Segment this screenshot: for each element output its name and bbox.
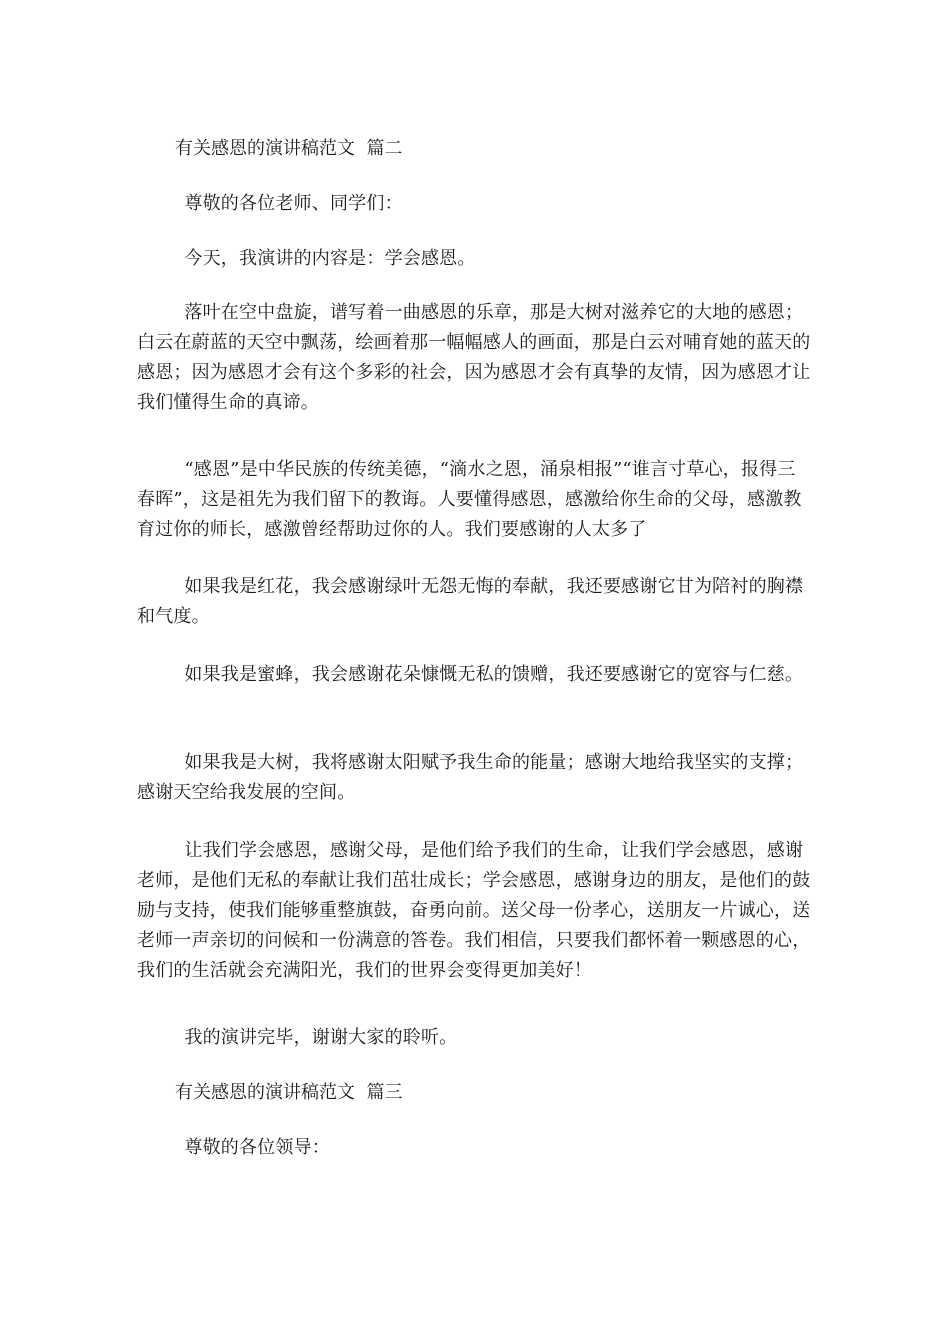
body-paragraph-falling-leaves: 落叶在空中盘旋，谱写着一曲感恩的乐章，那是大树对滋养它的大地的感恩；白云在蔚蓝的天空中飘荡，绘画着那一幅幅感人的画面，那是白云对哺育她的蓝天的感恩；因为感恩才会有这个多彩的社会，因为感恩才会有真挚的友情，因为感恩才让我们懂得生命的真谛。 [137, 302, 811, 413]
section-heading-3: 有关感恩的演讲稿范文 篇三 [175, 1082, 403, 1103]
salutation-paragraph-3: 尊敬的各位领导： [137, 1137, 330, 1158]
body-paragraph-bee: 如果我是蜜蜂，我会感谢花朵慷慨无私的馈赠，我还要感谢它的宽容与仁慈。 [137, 664, 804, 685]
salutation-paragraph: 尊敬的各位老师、同学们： [137, 193, 403, 214]
section-heading-2: 有关感恩的演讲稿范文 篇二 [175, 138, 403, 159]
body-paragraph-virtue: “感恩”是中华民族的传统美德，“滴水之恩，涌泉相报”“谁言寸草心，报得三春晖”，这是祖先为我们留下的教诲。人要懂得感恩，感激给你生命的父母，感激教育过你的师长，感激曾经帮助过你的人。我们要感谢的人太多了 [137, 459, 802, 540]
body-paragraph-red-flower: 如果我是红花，我会感谢绿叶无怨无悔的奉献，我还要感谢它甘为陪衬的胸襟和气度。 [137, 576, 804, 627]
intro-paragraph: 今天，我演讲的内容是：学会感恩。 [137, 248, 476, 269]
closing-paragraph: 我的演讲完毕，谢谢大家的聆听。 [137, 1027, 458, 1048]
body-paragraph-tree: 如果我是大树，我将感谢太阳赋予我生命的能量；感谢大地给我坚实的支撑；感谢天空给我发展的空间。 [137, 752, 804, 803]
body-paragraph-learn-gratitude: 让我们学会感恩，感谢父母，是他们给予我们的生命，让我们学会感恩，感谢老师，是他们无私的奉献让我们茁壮成长；学会感恩，感谢身边的朋友，是他们的鼓励与支持，使我们能够重整旗鼓，奋勇向前。送父母一份孝心，送朋友一片诚心，送老师一声亲切的问候和一份满意的答卷。我们相信，只要我们都怀着一颗感恩的心，我们的生活就会充满阳光，我们的世界会变得更加美好！ [137, 840, 811, 981]
